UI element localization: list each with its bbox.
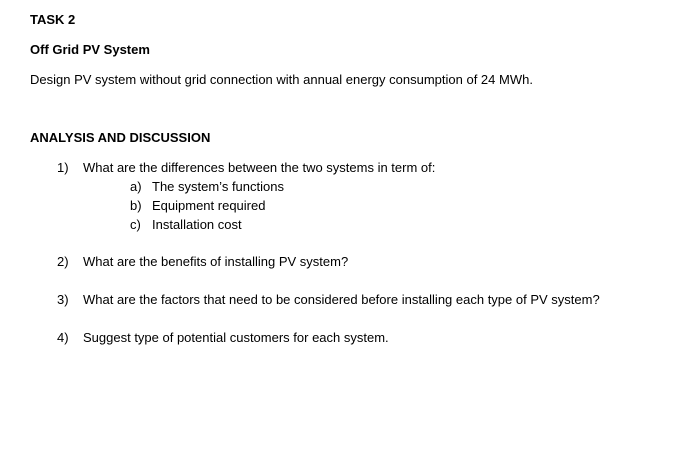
question-number: 1) [57,160,69,175]
question-number: 2) [57,254,69,269]
subitem-b [130,198,265,214]
subitem-letter: c) [130,217,141,232]
task-description: Design PV system without grid connection with annual energy consumption of 24 MWh. [30,72,533,87]
subitem-c [130,217,242,233]
subitem-letter: b) [130,198,142,213]
question-2 [57,254,348,270]
task-subtitle: Off Grid PV System [30,42,150,57]
subitem-text: Equipment required [152,198,266,213]
question-3 [57,292,600,308]
subitem-text: The system’s functions [152,179,284,194]
question-1 [57,160,435,176]
subitem-a [130,179,284,195]
question-text: What are the differences between the two systems in term of: [83,160,436,175]
subitem-text: Installation cost [152,217,242,232]
question-number: 3) [57,292,69,307]
question-4 [57,330,389,346]
question-number: 4) [57,330,69,345]
subitem-letter: a) [130,179,142,194]
section-heading: ANALYSIS AND DISCUSSION [30,130,211,145]
question-text: What are the benefits of installing PV system? [83,254,349,269]
question-text: Suggest type of potential customers for each system. [83,330,389,345]
task-title: TASK 2 [30,12,76,27]
question-text: What are the factors that need to be considered before installing each type of PV system? [83,292,600,307]
